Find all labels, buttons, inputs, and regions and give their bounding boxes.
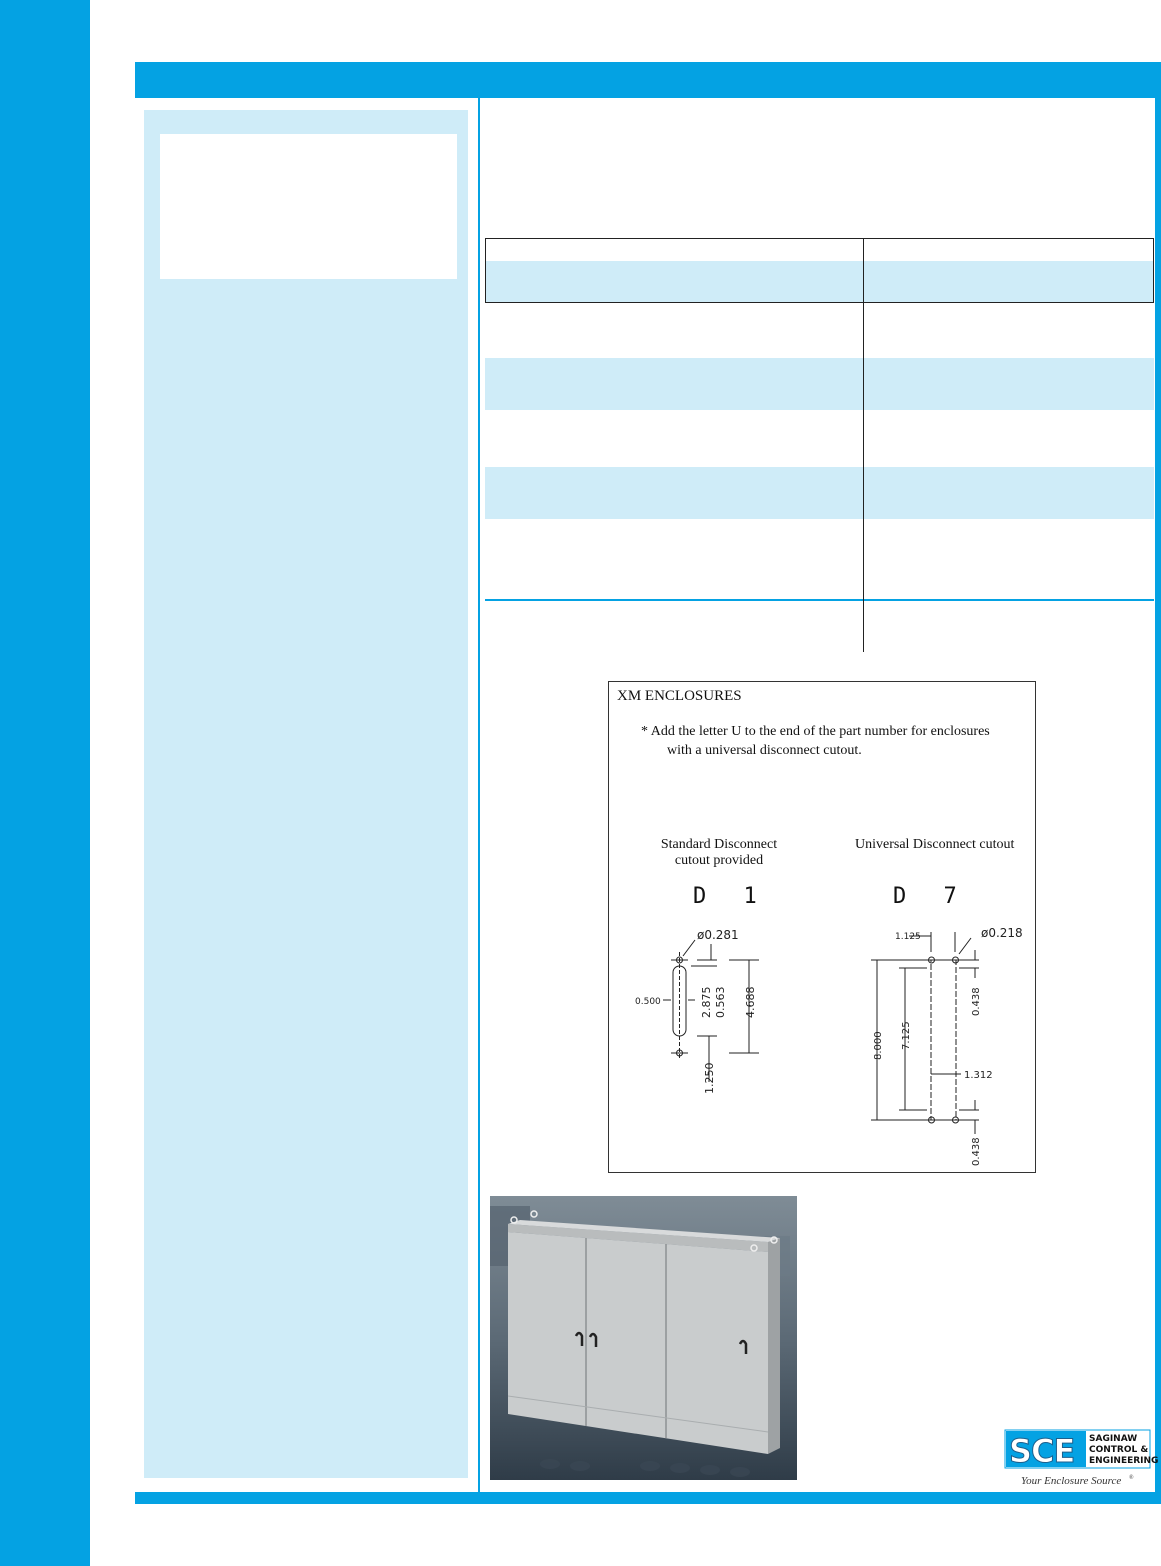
d1-offset-dim: 0.563 bbox=[714, 986, 727, 1018]
d1-height-dim: 4.688 bbox=[744, 986, 757, 1018]
d7-height-dim: 8.000 bbox=[873, 1031, 884, 1060]
svg-text:Your Enclosure Source: Your Enclosure Source bbox=[1021, 1475, 1122, 1487]
left-sidebar-box bbox=[160, 134, 457, 279]
cutout-drawing-figure bbox=[608, 681, 1036, 1173]
table-row bbox=[485, 261, 1154, 303]
figure-note-line2: with a universal disconnect cutout. bbox=[667, 743, 862, 758]
svg-text:ENGINEERING: ENGINEERING bbox=[1089, 1456, 1159, 1466]
d1-bottom-dim: 1.250 bbox=[703, 1062, 716, 1094]
d1-width-dim: 0.500 bbox=[635, 997, 661, 1007]
universal-disconnect-caption: Universal Disconnect cutout bbox=[855, 837, 1015, 852]
svg-text:®: ® bbox=[1129, 1475, 1134, 1481]
table-divider bbox=[485, 599, 1154, 601]
cutout-dimension-drawings bbox=[609, 682, 1037, 1174]
svg-text:SAGINAW: SAGINAW bbox=[1089, 1434, 1138, 1444]
d7-width-dim: 1.312 bbox=[964, 1070, 993, 1081]
figure-title: XM ENCLOSURES bbox=[617, 688, 742, 704]
d1-slot-dim: 2.875 bbox=[700, 986, 713, 1018]
table-row bbox=[485, 358, 1154, 410]
left-sidebar-panel bbox=[144, 110, 468, 1478]
sce-logo bbox=[1005, 1430, 1159, 1490]
left-color-bar bbox=[0, 0, 90, 1566]
d7-code: D 7 bbox=[893, 884, 969, 909]
svg-text:CONTROL &: CONTROL & bbox=[1089, 1445, 1149, 1455]
table-column-separator bbox=[863, 238, 864, 652]
d7-hole-dim: ø0.218 bbox=[981, 926, 1023, 940]
d7-slot-dim: 7.125 bbox=[901, 1021, 912, 1050]
d7-bottom-dim: 0.438 bbox=[971, 1137, 982, 1166]
figure-note-line1: * Add the letter U to the end of the part number for enclosures bbox=[641, 724, 990, 739]
enclosure-product-photo bbox=[490, 1196, 797, 1480]
d1-code: D 1 bbox=[693, 884, 769, 909]
standard-disconnect-caption: Standard Disconnect cutout provided bbox=[660, 837, 778, 868]
d7-top-dim: 0.438 bbox=[971, 987, 982, 1016]
svg-text:SCE: SCE bbox=[1009, 1432, 1075, 1470]
d1-hole-dim: ø0.281 bbox=[697, 928, 739, 942]
header-band bbox=[135, 62, 1161, 98]
table-header-row bbox=[485, 238, 1154, 262]
d7-left-dim: 1.125 bbox=[895, 932, 921, 942]
table-row bbox=[485, 467, 1154, 519]
